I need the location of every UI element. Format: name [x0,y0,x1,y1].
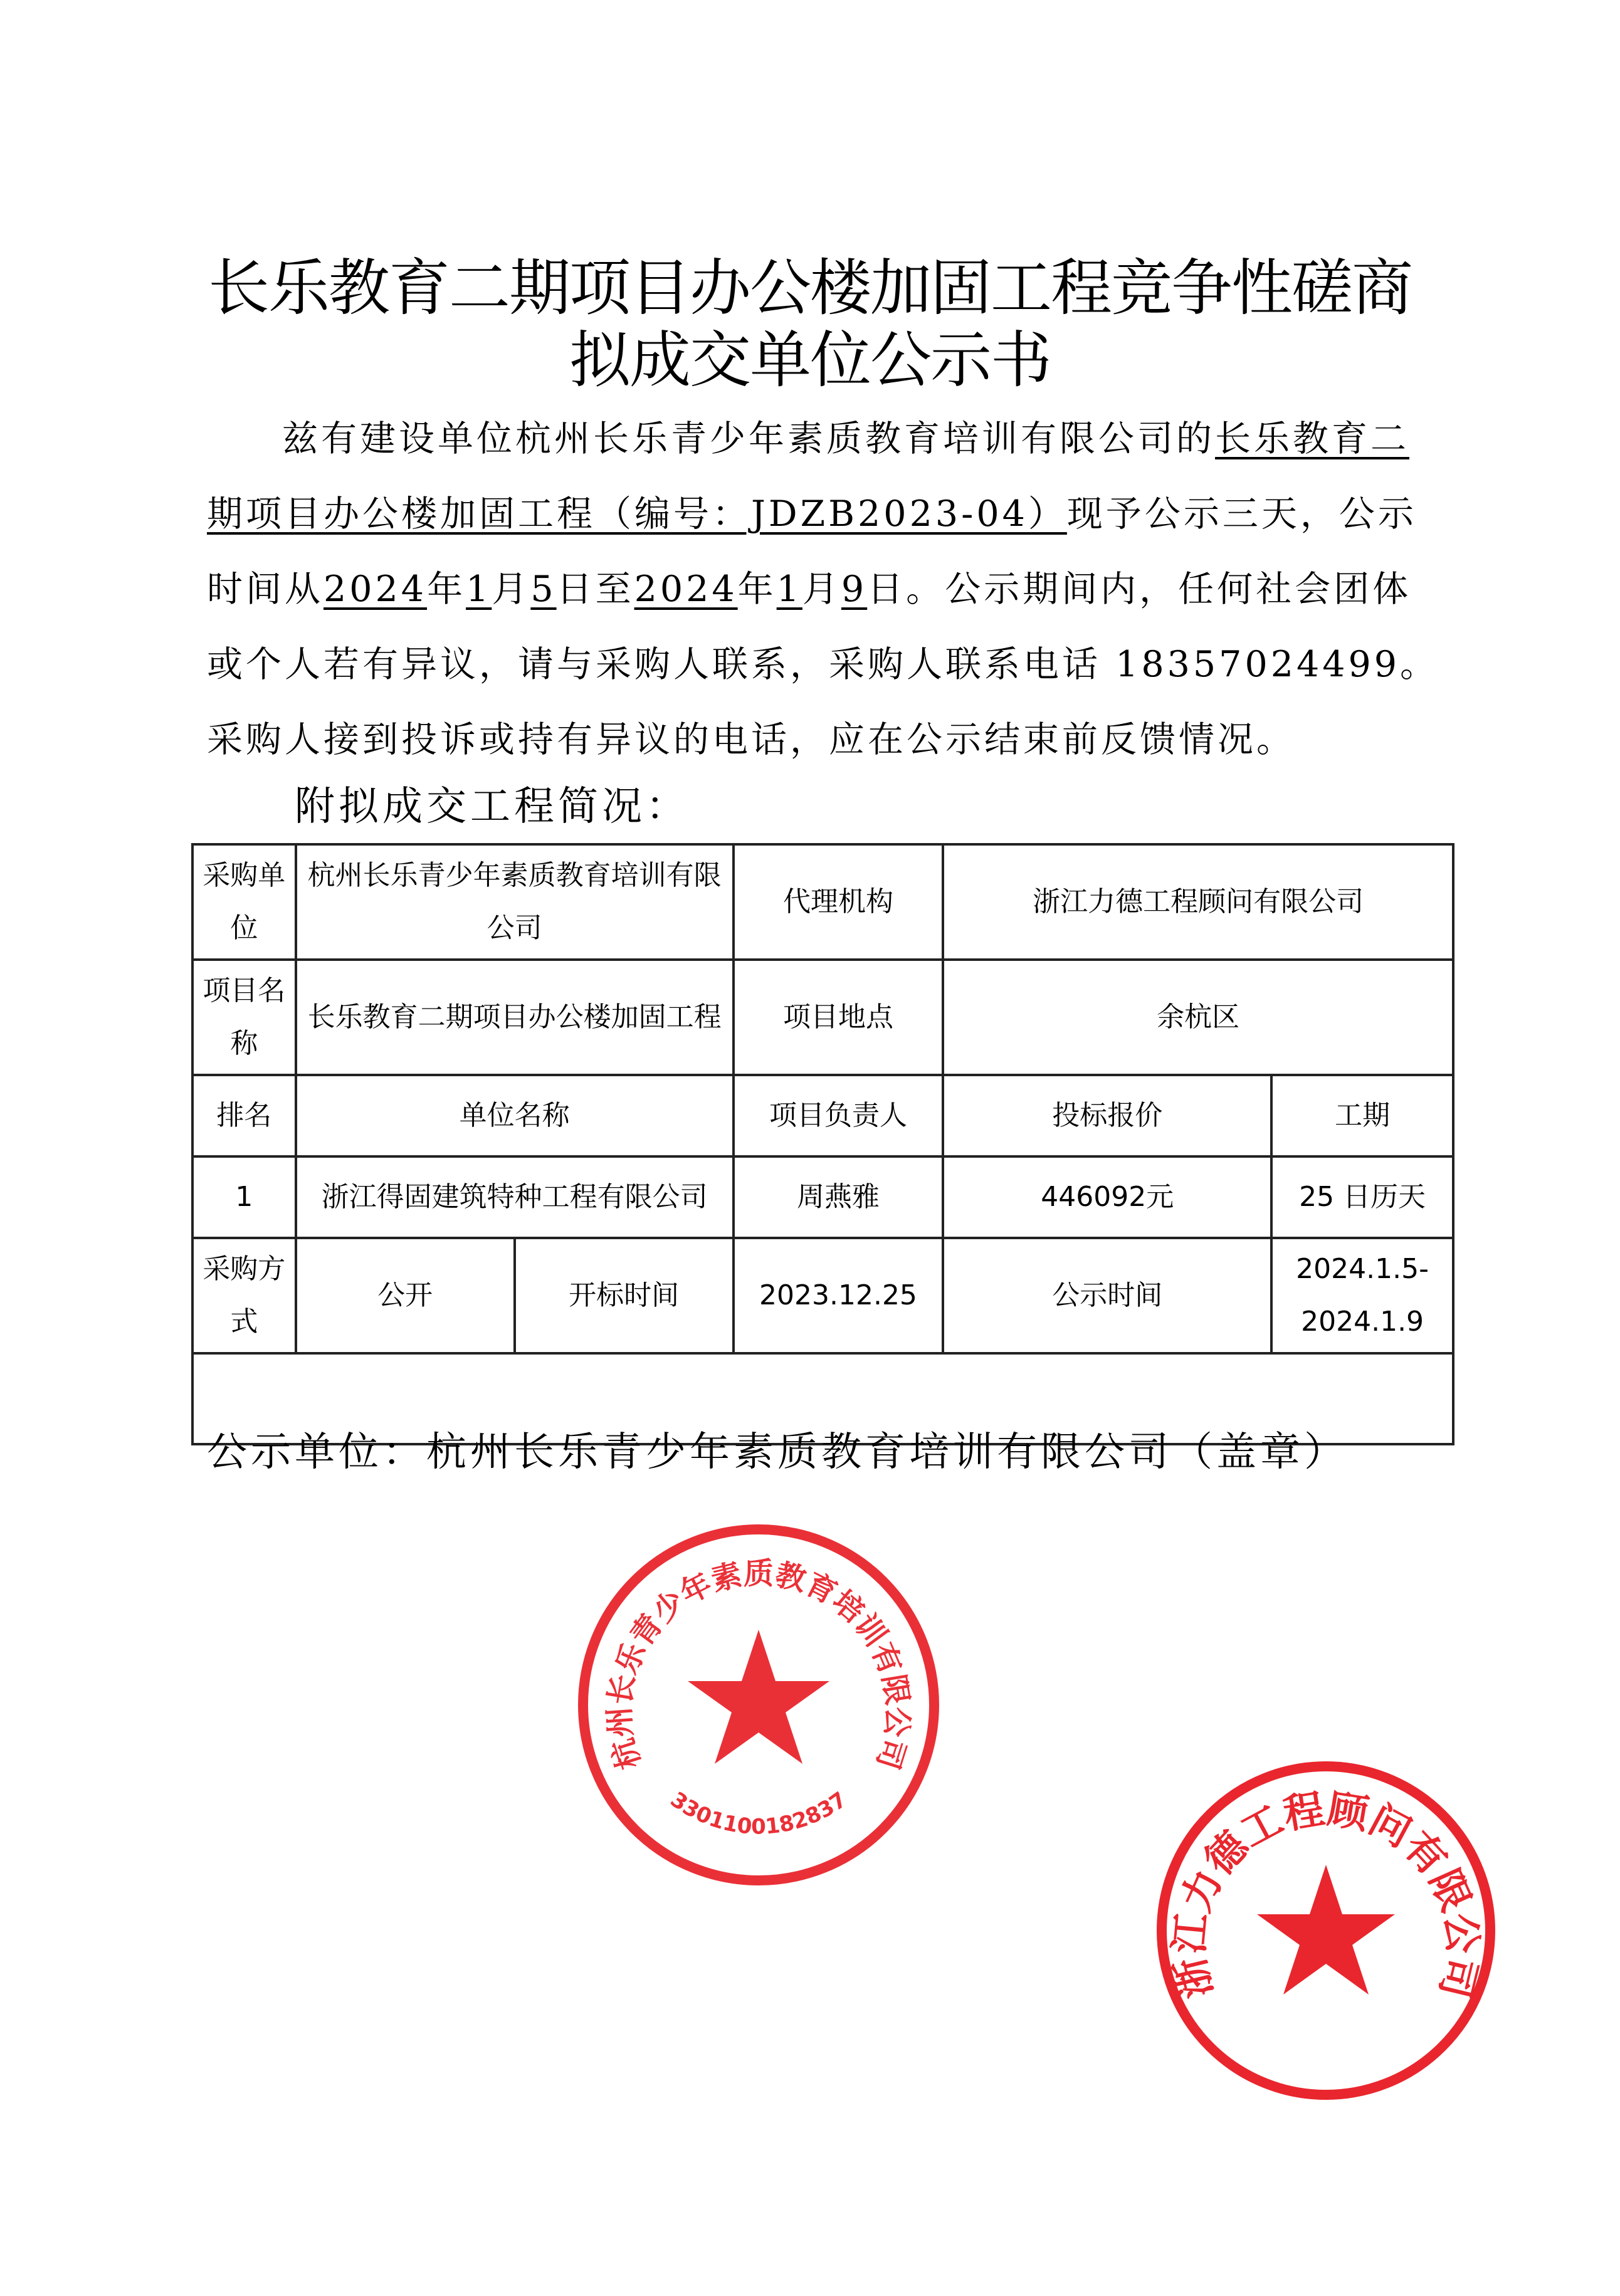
table-row [192,1156,1453,1238]
start-day: 5 [530,569,557,610]
project-value: 长乐教育二期项目办公楼加固工程 [296,960,734,1075]
text: 月 [492,569,531,610]
seal-code: 3301100182837 [665,1786,852,1840]
header-company: 单位名称 [296,1075,734,1156]
duration: 25 日历天 [1271,1156,1453,1238]
project-label: 项目名称 [192,960,296,1075]
star-icon [1257,1865,1395,1995]
text: 现予公示三天，公示时间从 [207,493,1417,610]
seal-text: 浙江力德工程顾问有限公司 [1166,1786,1486,2003]
manager: 周燕雅 [734,1156,944,1238]
star-icon [688,1630,829,1764]
open-date: 2023.12.25 [734,1238,944,1353]
text: 年 [427,569,466,610]
header-duration: 工期 [1271,1075,1453,1156]
footer-issuer: 公示单位：杭州长乐青少年素质教育培训有限公司（盖章） [207,1429,1348,1476]
end-month: 1 [776,569,802,610]
text: 月 [802,569,841,610]
bid: 446092元 [943,1156,1271,1238]
title-line-2: 拟成交单位公示书 [569,325,1051,396]
header-rank: 排名 [192,1075,296,1156]
project-name-underlined: 长乐教育二期项目办公楼加固工程（编号：JDZB2023-04） [207,418,1409,535]
notice-paragraph [207,401,1442,777]
agent-label: 代理机构 [734,844,944,960]
location-label: 项目地点 [734,960,944,1075]
summary-table [191,843,1454,1445]
start-year: 2024 [323,569,428,610]
purchaser-seal [571,1517,947,1893]
notice-period: 2024.1.5-2024.1.9 [1271,1238,1453,1353]
rest-text: 公示期间内，任何社会团体或个人若有异议，请与采购人联系，采购人联系电话 18357024499。采购人接到投诉或持有异议的电话，应在公示结束前反馈情况。 [207,569,1439,760]
location-value: 余杭区 [943,960,1453,1075]
text: 日至 [556,569,634,610]
agent-seal [1150,1755,1502,2106]
method-value: 公开 [296,1238,515,1353]
intro-text: 兹有建设单位杭州长乐青少年素质教育培训有限公司的 [282,418,1215,459]
purchaser-value: 杭州长乐青少年素质教育培训有限公司 [296,844,734,960]
notice-label: 公示时间 [943,1238,1271,1353]
rank: 1 [192,1156,296,1238]
purchaser-label: 采购单位 [192,844,296,960]
subheading: 附拟成交工程简况： [295,784,690,830]
seal-text: 杭州长乐青少年素质教育培训有限公司 [601,1556,916,1774]
open-label: 开标时间 [515,1238,734,1353]
text: 年 [737,569,777,610]
agent-value: 浙江力德工程顾问有限公司 [943,844,1453,960]
start-month: 1 [466,569,492,610]
text: 日。 [867,569,945,610]
svg-text:3301100182837 [666,1787,851,1840]
header-manager: 项目负责人 [734,1075,944,1156]
end-year: 2024 [634,569,738,610]
company: 浙江得固建筑特种工程有限公司 [296,1156,734,1238]
method-label: 采购方式 [192,1238,296,1353]
title-line-1: 长乐教育二期项目办公楼加固工程竞争性磋商 [208,253,1412,324]
header-bid: 投标报价 [943,1075,1271,1156]
end-day: 9 [841,569,868,610]
